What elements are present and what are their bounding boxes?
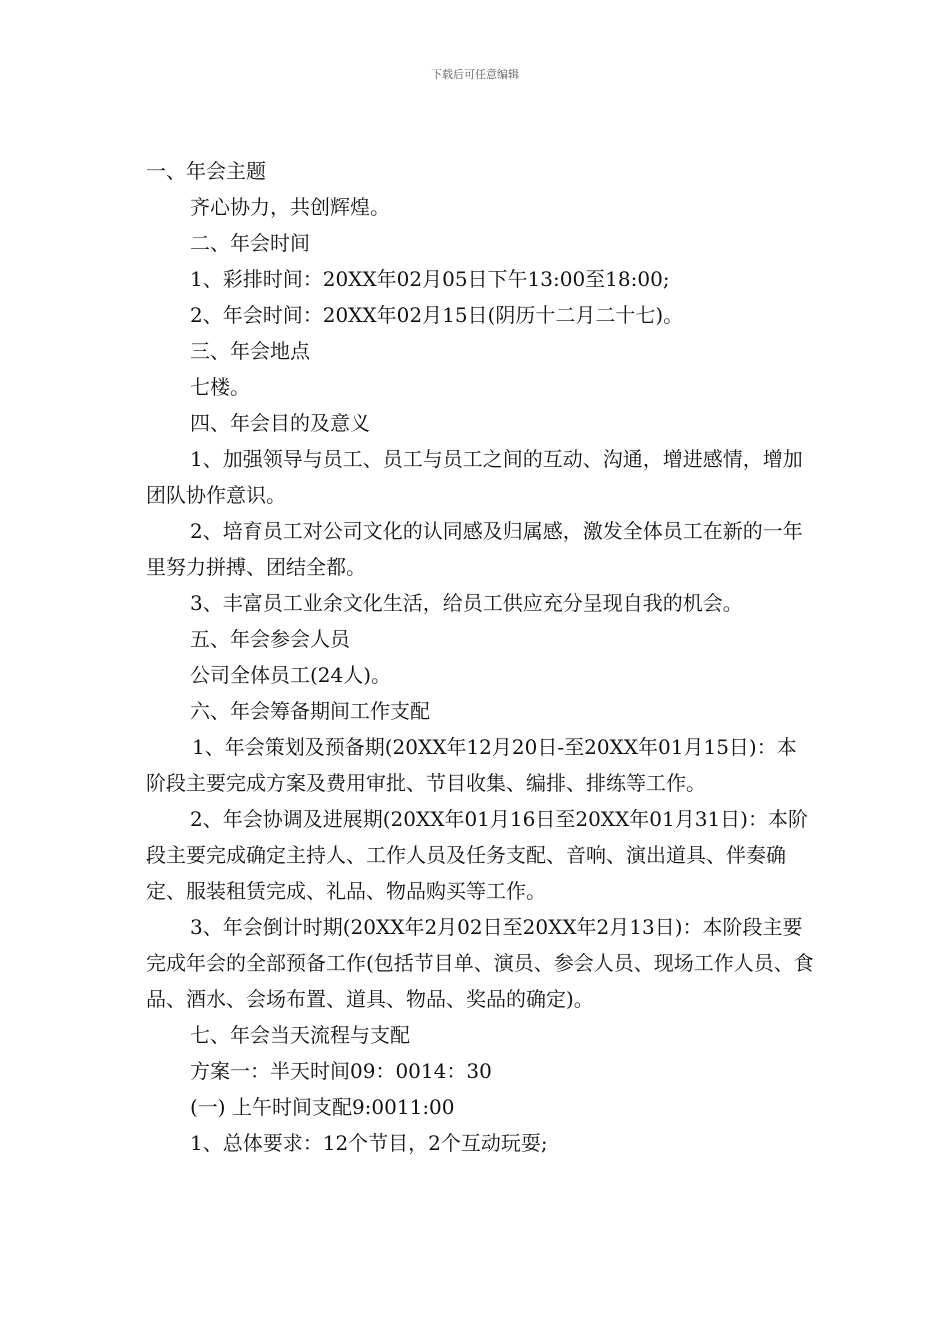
paragraph-purpose-2: 2、培育员工对公司文化的认同感及归属感，激发全体员工在新的一年里努力拼搏、团结全都。 bbox=[146, 519, 803, 579]
header-note: 下载后可任意编辑 bbox=[431, 68, 519, 81]
paragraph-purpose-3: 3、丰富员工业余文化生活，给员工供应充分呈现自我的机会。 bbox=[190, 591, 743, 615]
paragraph-preparation-3: 3、年会倒计时期(20XX年2月02日至20XX年2月13日)：本阶段主要完成年会的全部预备工作(包括节目单、演员、参会人员、现场工作人员、食品、酒水、会场布置、道具、物品、奖品的确定)。 bbox=[146, 915, 814, 1011]
paragraph-rehearsal-time: 1、彩排时间：20XX年02月05日下午13:00至18:00; bbox=[190, 267, 670, 291]
document-body bbox=[146, 153, 814, 1161]
paragraph-morning-schedule: (一) 上午时间支配9:0011:00 bbox=[190, 1095, 455, 1119]
section-heading-schedule: 七、年会当天流程与支配 bbox=[190, 1023, 410, 1047]
section-heading-time: 二、年会时间 bbox=[190, 231, 310, 255]
paragraph-venue: 七楼。 bbox=[190, 375, 250, 399]
paragraph-overall-requirement: 1、总体要求：12个节目，2个互动玩耍; bbox=[190, 1131, 548, 1155]
paragraph-theme: 齐心协力，共创辉煌。 bbox=[190, 195, 390, 219]
section-heading-attendees: 五、年会参会人员 bbox=[190, 627, 350, 651]
paragraph-plan-one: 方案一：半天时间09：0014：30 bbox=[190, 1059, 492, 1083]
section-heading-preparation: 六、年会筹备期间工作支配 bbox=[190, 699, 430, 723]
paragraph-preparation-2: 2、年会协调及进展期(20XX年01月16日至20XX年01月31日)：本阶段主要完成确定主持人、工作人员及任务支配、音响、演出道具、伴奏确定、服装租赁完成、礼品、物品购买等工作。 bbox=[146, 807, 808, 903]
paragraph-preparation-1: 1、年会策划及预备期(20XX年12月20日-至20XX年01月15日)：本阶段主要完成方案及费用审批、节目收集、编排、排练等工作。 bbox=[146, 735, 797, 795]
section-heading-purpose: 四、年会目的及意义 bbox=[190, 411, 370, 435]
section-heading-venue: 三、年会地点 bbox=[190, 339, 310, 363]
section-heading-theme: 一、年会主题 bbox=[146, 159, 266, 183]
paragraph-event-time: 2、年会时间：20XX年02月15日(阴历十二月二十七)。 bbox=[190, 303, 684, 327]
paragraph-attendees: 公司全体员工(24人)。 bbox=[190, 663, 392, 687]
paragraph-purpose-1: 1、加强领导与员工、员工与员工之间的互动、沟通，增进感情，增加团队协作意识。 bbox=[146, 447, 803, 507]
